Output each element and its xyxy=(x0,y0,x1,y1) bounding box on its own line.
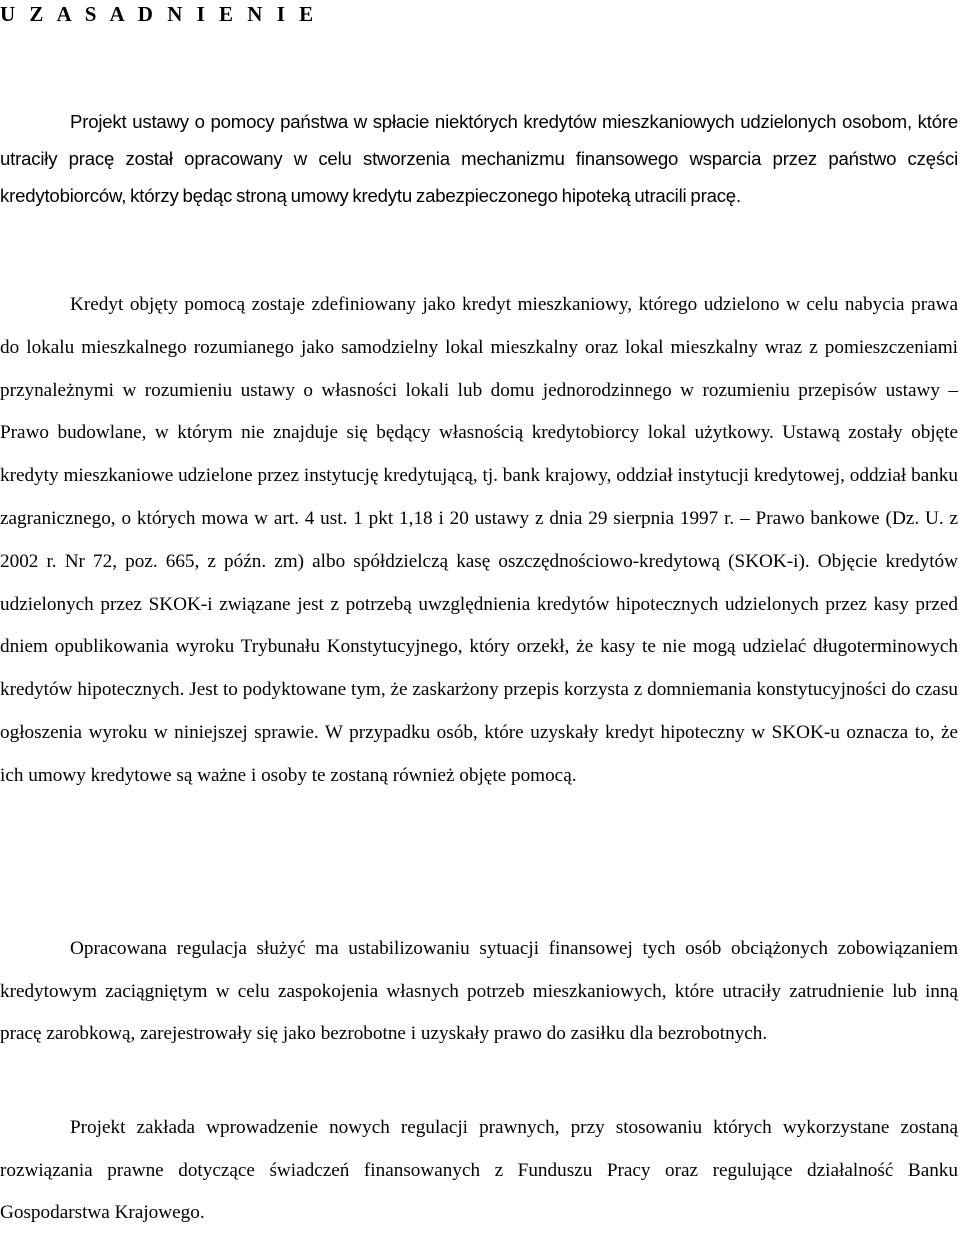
paragraph-4 xyxy=(0,1107,958,1235)
paragraph-1-text: Projekt ustawy o pomocy państwa w spłacie niektórych kredytów mieszkaniowych udzielonych osobom, które utraciły pracę został opracowany w celu stworzenia mechanizmu finansowego wsparcia przez państwo części kredytobiorców, którzy będąc stroną umowy kredytu zabezpieczonego hipoteką utracili pracę. xyxy=(0,111,958,206)
paragraph-2 xyxy=(0,284,958,798)
paragraph-4-text: Projekt zakłada wprowadzenie nowych regulacji prawnych, przy stosowaniu których wykorzystane zostaną rozwiązania prawne dotyczące świadczeń finansowanych z Funduszu Pracy oraz regulujące działalność Banku Gospodarstwa Krajowego. xyxy=(0,1117,958,1224)
paragraph-1 xyxy=(0,104,958,214)
paragraph-3-text: Opracowana regulacja służyć ma ustabilizowaniu sytuacji finansowej tych osób obciążonych zobowiązaniem kredytowym zaciągniętym w celu zaspokojenia własnych potrzeb mieszkaniowych, które utraciły zatrudnienie lub inną pracę zarobkową, zarejestrowały się jako bezrobotne i uzyskały prawo do zasiłku dla bezrobotnych. xyxy=(0,938,958,1045)
paragraph-3 xyxy=(0,928,958,1056)
document-title: U Z A S A D N I E N I E xyxy=(0,2,318,26)
paragraph-2-text: Kredyt objęty pomocą zostaje zdefiniowany jako kredyt mieszkaniowy, którego udzielono w celu nabycia prawa do lokalu mieszkalnego rozumianego jako samodzielny lokal mieszkalny oraz lokal mieszkalny wraz z pomieszczeniami przynależnymi w rozumieniu ustawy o własności lokali lub domu jednorodzinnego w rozumieniu przepisów ustawy – Prawo budowlane, w którym nie znajduje się będący własnością kredytobiorcy lokal użytkowy. Ustawą zostały objęte kredyty mieszkaniowe udzielone przez instytucję kredytującą, tj. bank krajowy, oddział instytucji kredytowej, oddział banku zagranicznego, o których mowa w art. 4 ust. 1 pkt 1,18 i 20 ustawy z dnia 29 sierpnia 1997 r. – Prawo bankowe (Dz. U. z 2002 r. Nr 72, poz. 665, z późn. zm) albo spółdzielczą kasę oszczędnościowo-kredytową (SKOK-i). Objęcie kredytów udzielonych przez SKOK-i związane jest z potrzebą uwzględnienia kredytów hipotecznych udzielonych przez kasy przed dniem opublikowania wyroku Trybunału Konstytucyjnego, który orzekł, że kasy te nie mogą udzielać długoterminowych kredytów hipotecznych. Jest to podyktowane tym, że zaskarżony przepis korzysta z domniemania konstytucyjności do czasu ogłoszenia wyroku w niniejszej sprawie. W przypadku osób, które uzyskały kredyt hipoteczny w SKOK-u oznacza to, że ich umowy kredytowe są ważne i osoby te zostaną również objęte pomocą. xyxy=(0,294,958,786)
